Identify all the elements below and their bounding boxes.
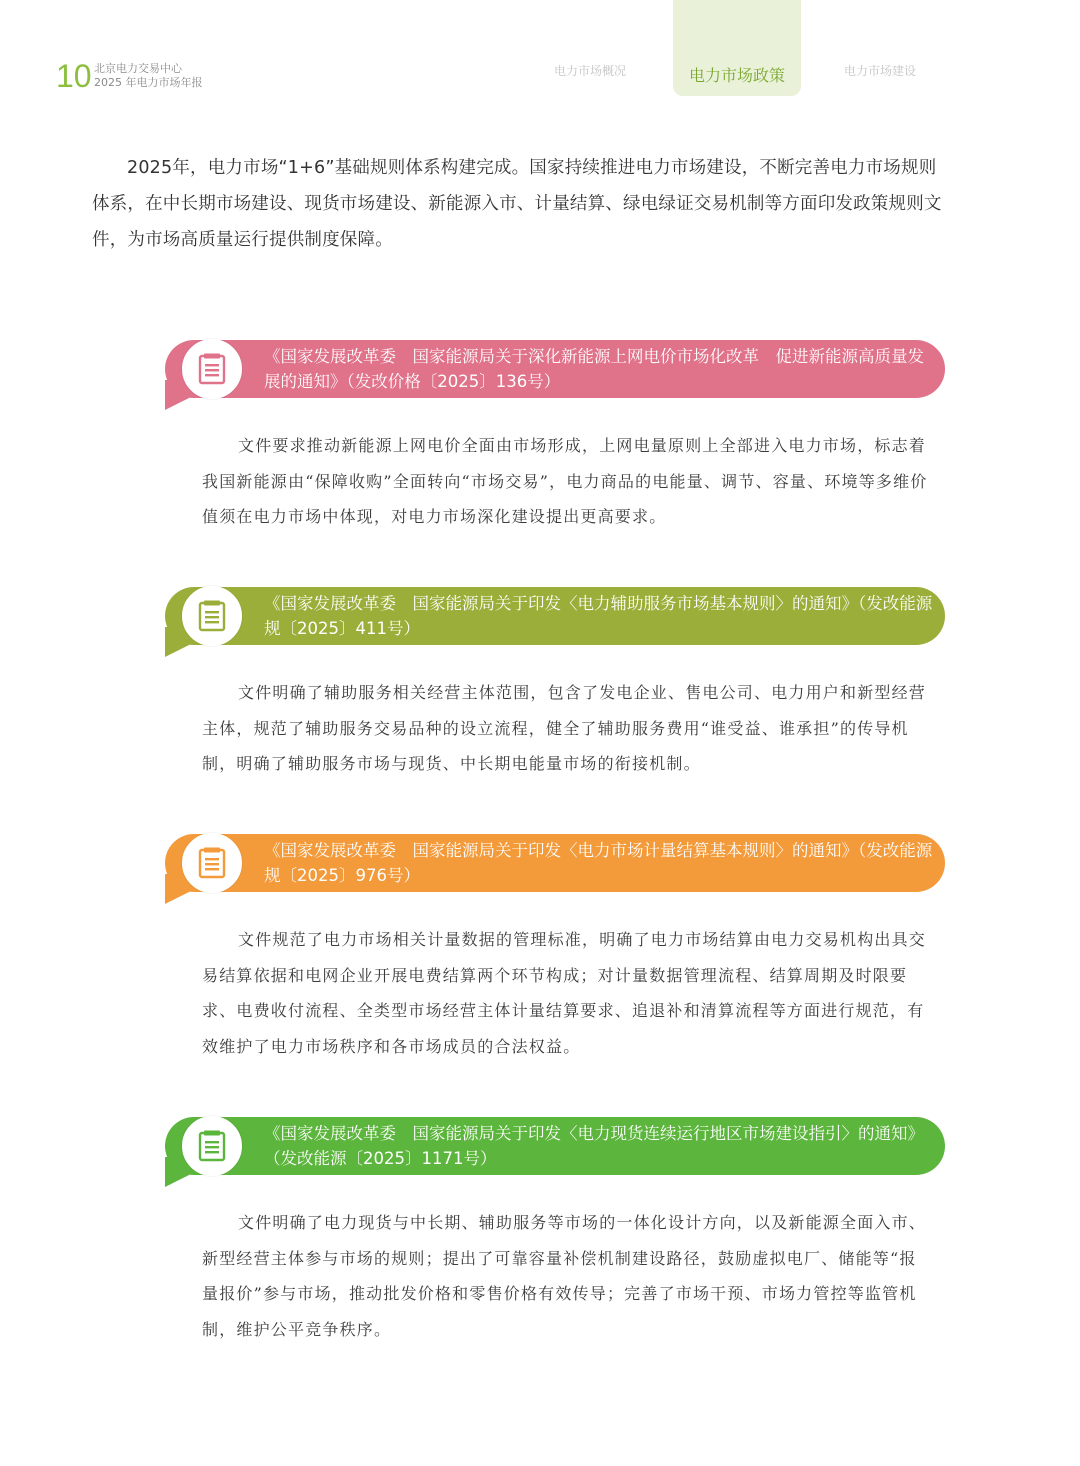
- policy-description: 文件明确了辅助服务相关经营主体范围，包含了发电企业、售电公司、电力用户和新型经营主体，规范了辅助服务交易品种的设立流程，健全了辅助服务费用“谁受益、谁承担”的传导机制，明确了辅助服务市场与现货、中长期电能量市场的衔接机制。: [202, 683, 927, 773]
- policy-title: 《国家发展改革委 国家能源局关于印发〈电力市场计量结算基本规则〉的通知》（发改能源规〔2025〕976号）: [264, 841, 933, 885]
- page-number: 10: [56, 58, 92, 94]
- tab-market-overview[interactable]: 电力市场概况: [554, 64, 627, 78]
- report-title: 2025 年电力市场年报: [94, 76, 203, 89]
- document-badge: [182, 833, 242, 893]
- report-info: [94, 62, 203, 90]
- policy-title: 《国家发展改革委 国家能源局关于深化新能源上网电价市场化改革 促进新能源高质量发展的通知》（发改价格〔2025〕136号）: [264, 347, 924, 391]
- policy-title: 《国家发展改革委 国家能源局关于印发〈电力现货连续运行地区市场建设指引〉的通知》（发改能源〔2025〕1171号）: [264, 1124, 924, 1168]
- intro-paragraph: 2025年，电力市场“1+6”基础规则体系构建完成。国家持续推进电力市场建设，不断完善电力市场规则体系，在中长期市场建设、现货市场建设、新能源入市、计量结算、绿电绿证交易机制等方面印发政策规则文件，为市场高质量运行提供制度保障。: [92, 158, 942, 250]
- document-badge: [182, 586, 242, 646]
- page-header: [0, 0, 1080, 110]
- document-icon: [197, 600, 227, 632]
- document-icon: [197, 353, 227, 385]
- tab-market-construction[interactable]: 电力市场建设: [844, 64, 917, 78]
- document-icon: [197, 847, 227, 879]
- document-badge: [182, 1116, 242, 1176]
- policy-title: 《国家发展改革委 国家能源局关于印发〈电力辅助服务市场基本规则〉的通知》（发改能源规〔2025〕411号）: [264, 594, 933, 638]
- tab-market-policy[interactable]: [673, 0, 801, 96]
- section-nav: [540, 0, 980, 96]
- policy-description: 文件规范了电力市场相关计量数据的管理标准，明确了电力市场结算由电力交易机构出具交易结算依据和电网企业开展电费结算两个环节构成；对计量数据管理流程、结算周期及时限要求、电费收付流程、全类型市场经营主体计量结算要求、追退补和清算流程等方面进行规范，有效维护了电力市场秩序和各市场成员的合法权益。: [202, 930, 927, 1056]
- policy-description: 文件要求推动新能源上网电价全面由市场形成，上网电量原则上全部进入电力市场，标志着我国新能源由“保障收购”全面转向“市场交易”，电力商品的电能量、调节、容量、环境等多维价值须在电力市场中体现，对电力市场深化建设提出更高要求。: [202, 436, 928, 526]
- document-icon: [197, 1130, 227, 1162]
- tab-market-policy-label: 电力市场政策: [688, 66, 785, 85]
- org-name: 北京电力交易中心: [94, 62, 182, 75]
- document-badge: [182, 339, 242, 399]
- policy-description: 文件明确了电力现货与中长期、辅助服务等市场的一体化设计方向，以及新能源全面入市、新型经营主体参与市场的规则；提出了可靠容量补偿机制建设路径，鼓励虚拟电厂、储能等“报量报价”参与市场，推动批发价格和零售价格有效传导；完善了市场干预、市场力管控等监管机制，维护公平竞争秩序。: [202, 1213, 927, 1339]
